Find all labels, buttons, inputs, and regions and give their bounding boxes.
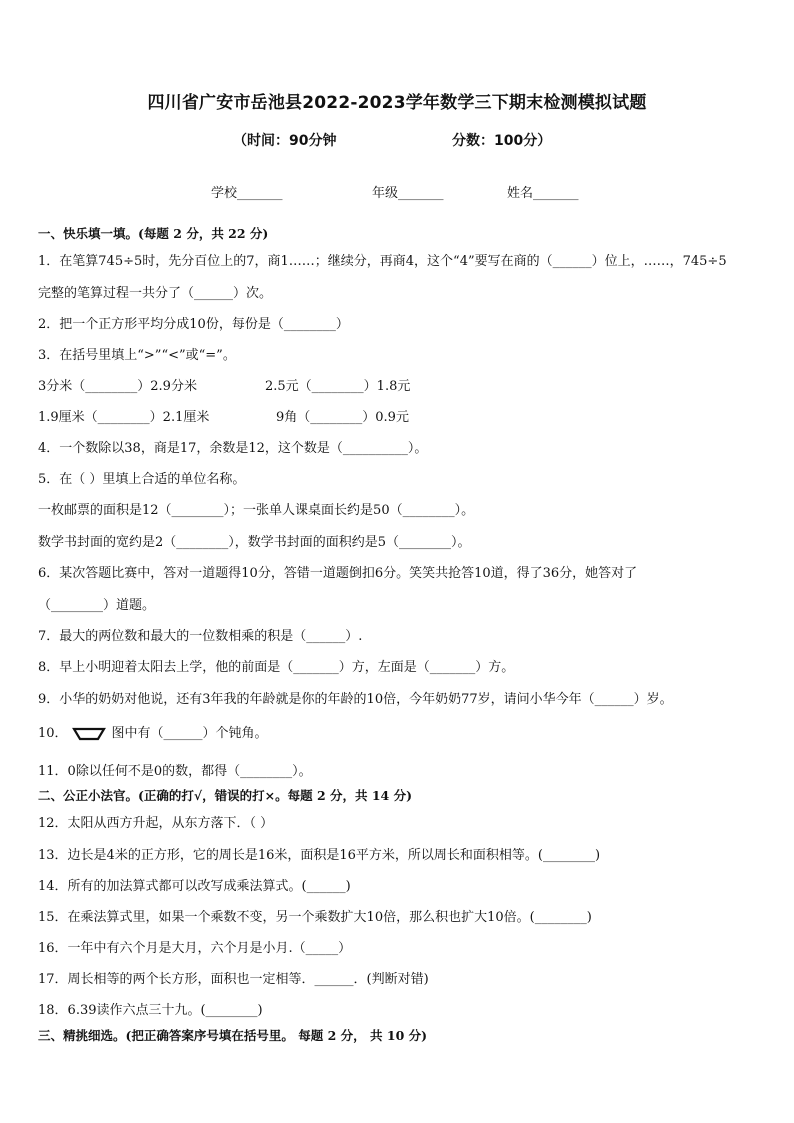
question-3-item-b: 2.5元（________）1.8元 [265,379,411,394]
question-5: 5．在（ ）里填上合适的单位名称。 [38,472,246,487]
question-16: 16．一年中有六个月是大月，六个月是小月.（_____） [38,941,352,956]
question-14: 14．所有的加法算式都可以改写成乘法算式。(______) [38,879,351,894]
question-15: 15．在乘法算式里，如果一个乘数不变，另一个乘数扩大10倍，那么积也扩大10倍。(________) [38,910,592,925]
question-6-line-2: （________）道题。 [38,598,156,613]
question-3-item-a: 3分米（________）2.9分米 [38,379,197,394]
question-10-number: 10． [38,726,68,741]
question-2: 2．把一个正方形平均分成10份，每份是（________） [38,317,349,332]
question-9: 9．小华的奶奶对他说，还有3年我的年龄就是你的年龄的10倍，今年奶奶77岁，请问小华今年（______）岁。 [38,692,673,707]
question-1-line-2: 完整的笔算过程一共分了（______）次。 [38,286,273,301]
question-6-line-1: 6．某次答题比赛中，答对一道题得10分，答错一道题倒扣6分。笑笑共抢答10道，得了36分，她答对了 [38,566,638,581]
question-10 [38,722,268,742]
question-3: 3．在括号里填上“>”“<”或“=”。 [38,348,236,363]
question-3-item-d: 9角（________）0.9元 [276,410,409,425]
question-13: 13．边长是4米的正方形，它的周长是16米，面积是16平方米，所以周长和面积相等。(________) [38,848,601,863]
question-3-item-c: 1.9厘米（________）2.1厘米 [38,410,210,425]
question-5-line-a: 一枚邮票的面积是12（________）；一张单人课桌面长约是50（________）。 [38,503,475,518]
question-5-line-b: 数学书封面的宽约是2（________），数学书封面的面积约是5（________）。 [38,535,471,550]
page-title: 四川省广安市岳池县2022-2023学年数学三下期末检测模拟试题 [147,93,647,113]
question-8: 8．早上小明迎着太阳去上学，他的前面是（_______）方，左面是（_______）方。 [38,660,515,675]
exam-time: （时间：90分钟 [233,133,337,149]
trapezoid-figure-icon [72,726,106,742]
grade-field[interactable]: 年级_______ [372,186,444,201]
question-12: 12．太阳从西方升起，从东方落下．（ ） [38,816,274,831]
section-1-heading: 一、快乐填一填。(每题 2 分，共 22 分) [38,226,269,241]
question-18: 18．6.39读作六点三十九。(________) [38,1003,263,1018]
question-11: 11．0除以任何不是0的数，都得（________）。 [38,764,312,779]
question-1-line-1: 1．在笔算745÷5时，先分百位上的7，商1……；继续分，再商4，这个“4”要写在商的（______）位上，……，745÷5 [38,254,727,269]
question-7: 7．最大的两位数和最大的一位数相乘的积是（______）. [38,629,363,644]
question-17: 17．周长相等的两个长方形，面积也一定相等．______．(判断对错) [38,972,429,987]
exam-score: 分数：100分） [452,133,552,149]
question-10-text: 图中有（______）个钝角。 [111,726,268,741]
section-3-heading: 三、精挑细选。(把正确答案序号填在括号里。 每题 2 分， 共 10 分) [38,1028,428,1043]
question-4: 4．一个数除以38，商是17，余数是12，这个数是（__________）。 [38,441,428,456]
name-field[interactable]: 姓名_______ [507,186,579,201]
school-field[interactable]: 学校_______ [211,186,283,201]
section-2-heading: 二、公正小法官。(正确的打√，错误的打×。每题 2 分，共 14 分) [38,788,413,803]
